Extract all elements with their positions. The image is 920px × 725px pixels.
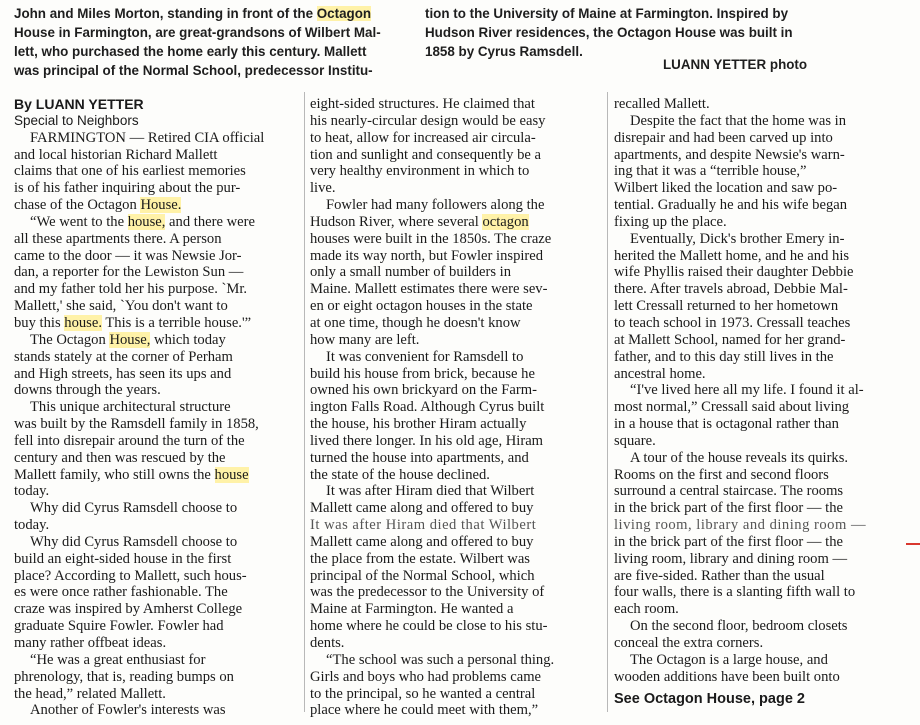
text-line: tion and sunlight and consequently be a [310,146,542,163]
text-line: four walls, there is a slanting fifth wall to [614,584,856,601]
text-line: herited the Mallett home, and he and his [614,247,850,264]
text-line: each room. [614,601,679,618]
text-line: and High streets, has seen its ups and [14,365,232,382]
text-line: at Mallett School, named for her grand- [614,331,846,348]
text-line: in the brick part of the first floor — the [614,500,843,517]
duplicated-text-line: living room, library and dining room — [614,517,867,534]
text-line: all these apartments there. A person [14,230,222,247]
text-line: A tour of the house reveals its quirks. [630,449,849,466]
text-line: “We went to the house, and there were [30,213,255,230]
text-line: was built by the Ramsdell family in 1858, [14,416,259,433]
text-line: many rather offbeat ideas. [14,635,167,651]
column-body [614,96,906,686]
text-line: Mallett came along and offered to buy [310,500,534,517]
text-line: The Octagon House, which today [30,331,226,348]
text-line: recalled Mallett. [614,96,710,112]
text-line: dan, a reporter for the Lewiston Sun — [14,264,244,281]
text-line: ancestral home. [614,365,706,382]
search-highlight: House. [140,197,182,214]
text-line: Maine at Farmington. He wanted a [310,601,514,618]
text-line: in the brick part of the first floor — the [614,533,843,550]
text-line: On the second floor, bedroom closets [630,618,848,635]
text-line: downs through the years. [14,382,161,399]
text-line: Mallett family, who still owns the house [14,466,249,483]
text-line: live. [310,180,336,197]
text-line: phrenology, that is, reading bumps on [14,668,234,685]
text-line: fixing up the place. [614,213,727,230]
text-line: craze was inspired by Amherst College [14,601,243,618]
text-line: came to the door — it was Newsie Jor- [14,247,242,264]
text-line: build an eight-sided house in the first [14,550,232,567]
text-line: how many are left. [310,331,420,348]
text-line: owned his own brickyard on the Farm- [310,382,537,399]
byline-department: Special to Neighbors [14,112,139,128]
caption-line: lett, who purchased the home early this century. Mallett [14,44,367,59]
photo-credit: LUANN YETTER photo [663,57,808,72]
caption-line: John and Miles Morton, standing in front of the Octagon [14,6,372,21]
text-line: at one time, though he doesn't know [310,314,521,331]
text-line: to heat, allow for increased air circula- [310,129,536,146]
text-line: century and then was rescued by the [14,449,226,466]
column-body [14,130,299,720]
text-line: the place from the estate. Wilbert was [310,550,530,567]
caption-line: was principal of the Normal School, predecessor Institu- [14,63,373,78]
text-line: Eventually, Dick's brother Emery in- [630,230,845,247]
text-line: home where he could be close to his stu- [310,618,548,635]
text-line: build his house from brick, because he [310,365,535,382]
column-body [310,96,600,719]
text-line: there. After travels abroad, Debbie Mal- [614,281,848,298]
text-line: tential. Gradually he and his wife began [614,197,848,214]
text-line: place where he could meet with them,” [310,702,539,719]
text-line: turned the house into apartments, and [310,449,529,466]
column-rule [304,92,305,712]
search-highlight: octagon [482,213,529,230]
caption-line: House in Farmington, are great-grandsons of Wilbert Mal- [14,25,381,40]
search-highlight: house. [64,314,102,331]
text-line: are five-sided. Rather than the usual [614,567,825,584]
text-line: Girls and boys who had problems came [310,668,542,685]
text-line: only a small number of builders in [310,264,512,281]
text-line: and local historian Richard Mallett [14,146,218,163]
text-line: Why did Cyrus Ramsdell choose to [30,500,238,517]
text-line: living room, library and dining room — [614,550,848,567]
text-line: in a house that is octagonal rather than [614,416,839,433]
text-line: Another of Fowler's interests was [30,702,226,719]
text-line: Why did Cyrus Ramsdell choose to [30,533,238,550]
text-line: the house, his brother Hiram actually [310,416,527,433]
text-line: chase of the Octagon House. [14,197,182,214]
text-line: Rooms on the first and second floors [614,466,829,483]
search-highlight: Octagon [316,6,372,21]
text-line: The Octagon is a large house, and [630,651,828,668]
text-line: lived there longer. In his old age, Hiram [310,432,544,449]
text-line: and my father told her his purpose. `Mr. [14,281,248,298]
text-line: today. [14,483,50,500]
text-line: fell into disrepair around the turn of the [14,432,245,449]
search-highlight: house [214,466,249,483]
text-line: made its way north, but Fowler inspired [310,247,544,264]
text-line: Wilbert liked the location and saw po- [614,180,838,197]
text-line: surround a central staircase. The rooms [614,483,844,500]
duplicated-text-line: It was after Hiram died that Wilbert [310,517,537,534]
text-line: wife Phyllis raised their daughter Debbie [614,264,854,281]
text-line: lett Cressall returned to her hometown [614,298,839,315]
text-line: ington Falls Road. Although Cyrus built [310,399,545,416]
text-line: was the predecessor to the University of [310,584,545,601]
caption-line: Hudson River residences, the Octagon House was built in [425,25,793,40]
text-line: conceal the extra corners. [614,635,764,651]
article-column-1 [14,96,299,719]
text-line: Maine. Mallett estimates there were sev- [310,281,548,298]
text-line: is of his father inquiring about the pur- [14,180,241,197]
text-line: Fowler had many followers along the [326,197,545,214]
text-line: stands stately at the corner of Perham [14,348,233,365]
photo-caption-right [425,4,830,61]
text-line: his nearly-circular design would be easy [310,112,546,129]
text-line: “I've lived here all my life. I found it al- [630,382,864,399]
text-line: square. [614,432,656,449]
text-line: very healthy environment in which to [310,163,530,180]
article-column-2 [310,96,600,719]
text-line: Hudson River, where several octagon [310,213,529,230]
text-line: father, and to this day still lives in the [614,348,834,365]
caption-line: tion to the University of Maine at Farmington. Inspired by [425,6,789,21]
text-line: It was after Hiram died that Wilbert [326,483,535,500]
text-line: dents. [310,635,345,651]
text-line: Mallett,' she said, `You don't want to [14,298,228,315]
text-line: This unique architectural structure [30,399,231,416]
text-line: place? According to Mallett, such hous- [14,567,247,584]
edge-mark [906,543,920,545]
text-line: Mallett came along and offered to buy [310,533,534,550]
text-line: en or eight octagon houses in the state [310,298,533,315]
text-line: wooden additions have been built onto [614,668,840,685]
search-highlight: house, [127,213,166,230]
search-highlight: House, [109,331,151,348]
text-line: buy this house. This is a terrible house.'” [14,314,252,331]
text-line: “The school was such a personal thing. [326,651,555,668]
continued-reference: See Octagon House, page 2 [614,690,805,707]
text-line: the head,” related Mallett. [14,685,166,702]
text-line: the state of the house declined. [310,466,490,483]
text-line: ing that it was a “terrible house,” [614,163,807,180]
text-line: today. [14,517,50,534]
text-line: eight-sided structures. He claimed that [310,96,535,112]
text-line: most normal,” Cressall said about living [614,399,850,416]
article-column-3 [614,96,906,707]
text-line: houses were built in the 1850s. The craze [310,230,552,247]
photo-caption-left [14,4,410,80]
text-line: to the principal, so he wanted a central [310,685,536,702]
byline: By LUANN YETTER [14,96,144,112]
text-line: Despite the fact that the home was in [630,112,846,129]
caption-line: 1858 by Cyrus Ramsdell. [425,44,583,59]
text-line: FARMINGTON — Retired CIA official [30,129,265,146]
text-line: graduate Squire Fowler. Fowler had [14,618,224,635]
text-line: It was convenient for Ramsdell to [326,348,524,365]
text-line: to teach school in 1973. Cressall teaches [614,314,851,331]
text-line: claims that one of his earliest memories [14,163,246,180]
text-line: disrepair and had been carved up into [614,129,833,146]
text-line: apartments, and despite Newsie's warn- [614,146,845,163]
text-line: “He was a great enthusiast for [30,651,206,668]
text-line: principal of the Normal School, which [310,567,535,584]
text-line: es were once rather fashionable. The [14,584,228,601]
column-rule [607,92,608,712]
